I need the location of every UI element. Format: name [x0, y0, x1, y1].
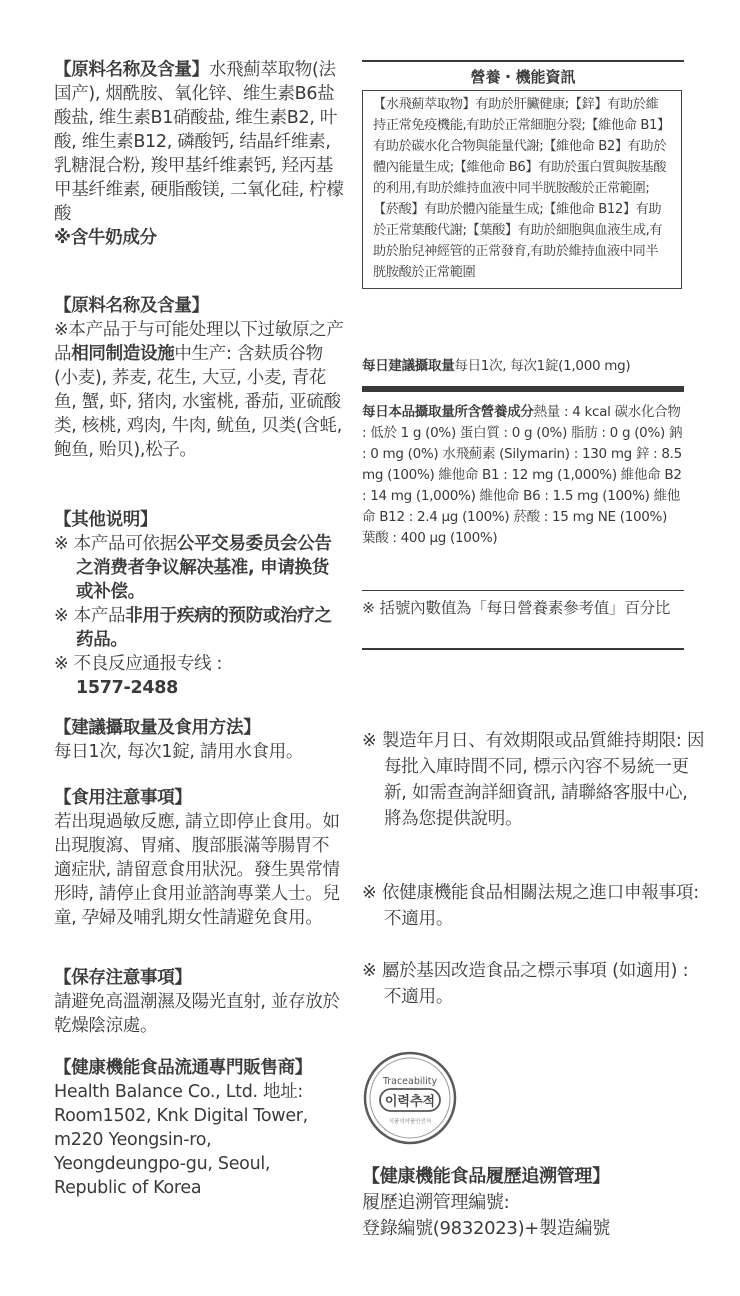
- ingredients-text: 水飛薊萃取物(法国产), 烟酰胺、氧化锌、维生素B6盐酸盐, 维生素B1硝酸盐, 维生素B2, 叶酸, 维生素B12, 磷酸钙, 结晶纤维素, 乳糖混合粉, 羧甲基纤维素钙, 羟丙基甲基纤维素, 硬脂酸镁, 二氧化硅, 柠檬酸: [54, 60, 344, 224]
- other-item2-a: ※ 本产品: [54, 606, 126, 626]
- seller-text: Health Balance Co., Ltd. 地址: Room1502, Knk Digital Tower, m220 Yeongsin-ro, Yeongdeungpo-gu, Seoul, Republic of Korea: [54, 1082, 308, 1198]
- nutrition-top-rule: [362, 60, 684, 62]
- other-item1-a: ※ 本产品可依据: [54, 534, 177, 554]
- other-item3: ※ 不良反应通报专线 :: [54, 654, 223, 674]
- usage-heading: 【建議攝取量及食用方法】: [54, 718, 261, 738]
- traceability-seal-icon: [362, 1050, 458, 1146]
- nutrition-thick-rule: [362, 386, 684, 392]
- note-manufacture-date: ※ 製造年月日、有效期限或品質維持期限: 因每批入庫時間不同, 標示內容不易統一更新, 如需查詢詳細資訊, 請聯絡客服中心, 將為您提供說明。: [362, 731, 705, 829]
- daily-intake-value: 每日1次, 每次1錠(1,000 mg): [454, 358, 631, 374]
- caution-section: [54, 786, 344, 930]
- daily-intake: [362, 356, 684, 376]
- other-item1-bold: 公平交易委员会公告之消费者争议解决基准, 申请换货或补偿。: [76, 534, 332, 602]
- other-item2-bold: 非用于疾病的预防或治疗之药品。: [76, 606, 332, 650]
- seller-heading: 【健康機能食品流通專門販售商】: [54, 1058, 312, 1078]
- nutrition-title: 營養・機能資訊: [470, 68, 576, 86]
- nutrition-facts-label: 每日本品攝取量所含營養成分: [362, 404, 534, 420]
- allergen-text-bold: 相同制造设施: [71, 344, 175, 364]
- storage-section: [54, 966, 344, 1038]
- ingredients-heading: 【原料名称及含量】: [54, 60, 209, 80]
- other-heading: 【其他说明】: [54, 510, 158, 530]
- allergen-text-a: ※本产品于与可能处理以下过敏原之产品: [54, 320, 344, 364]
- usage-section: [54, 716, 344, 764]
- allergen-text-b: 中生产: 含麸质谷物(小麦), 荞麦, 花生, 大豆, 小麦, 青花鱼, 蟹, 虾, 猪肉, 水蜜桃, 番茄, 亚硫酸类, 核桃, 鸡肉, 牛肉, 鱿鱼, 贝类(含蚝, 鲍鱼, 贻贝),松子。: [54, 344, 343, 460]
- seal-small-text: 식품의약품안전처: [388, 1119, 432, 1125]
- seal-en-text: Traceability: [382, 1076, 438, 1087]
- traceability-heading: 【健康機能食品履歷追溯管理】: [362, 1166, 610, 1187]
- seal-kr-text: 이력추적: [384, 1094, 436, 1110]
- caution-text: 若出現過敏反應, 請立即停止食用。如出現腹瀉、胃痛、腹部脹滿等腸胃不適症狀, 請留意食用狀況。發生異常情形時, 請停止食用並諮詢專業人士。兒童, 孕婦及哺乳期女性請避免食用。: [54, 812, 340, 928]
- function-box: 【水飛薊萃取物】有助於肝臟健康;【鋅】有助於維持正常免疫機能,有助於正常細胞分裂;【維他命 B1】有助於碳水化合物與能量代謝;【維他命 B2】有助於體內能量生成;【維他命 B6】有助於蛋白質與胺基酸的利用,有助於維持血液中同半胱胺酸於正常範圍;【菸酸】有助於體內能量生成;【維他命 B12】有助於正常葉酸代謝;【葉酸】有助於細胞與血液生成,有助於胎兒神經管的正常發育,有助於維持血液中同半胱胺酸於正常範圍: [362, 90, 682, 289]
- milk-note: ※含牛奶成分: [54, 228, 157, 248]
- daily-intake-label: 每日建議攝取量: [362, 358, 455, 374]
- traceability-line1: 履歷追溯管理編號:: [362, 1192, 510, 1213]
- nutrition-facts: [362, 402, 684, 549]
- caution-heading: 【食用注意事項】: [54, 788, 192, 808]
- traceability-section: [362, 1164, 684, 1242]
- nutrition-facts-text: 熱量 : 4 kcal 碳水化合物 : 低於 1 g (0%) 蛋白質 : 0 g (0%) 脂肪 : 0 g (0%) 鈉 : 0 mg (0%) 水飛薊素 (Silymarin) : 130 mg 鋅 : 8.5 mg (100%) 維他命 B1 : 12 mg (1,000%) 維他命 B2 : 14 mg (1,000%) 維他命 B6 : 1.5 mg (100%) 維他命 B12 : 2.4 μg (100%) 菸酸 : 15 mg NE (100%) 葉酸 : 400 μg (100%): [362, 404, 683, 546]
- storage-heading: 【保存注意事項】: [54, 968, 192, 988]
- nutrition-note: ※ 括號內數值為「每日營養素參考值」百分比: [362, 599, 671, 617]
- usage-text: 每日1次, 每次1錠, 請用水食用。: [54, 742, 304, 762]
- allergen-heading: 【原料名称及含量】: [54, 296, 209, 316]
- traceability-line2: 登錄編號(9832023)+製造編號: [362, 1218, 610, 1239]
- other-section: [54, 508, 344, 700]
- seller-section: [54, 1056, 344, 1200]
- storage-text: 請避免高溫潮濕及陽光直射, 並存放於乾燥陰涼處。: [54, 992, 340, 1036]
- nutrition-bottom-rule: [362, 648, 684, 650]
- note-import-declaration: ※ 依健康機能食品相關法規之進口申報事項: 不適用。: [362, 883, 699, 929]
- allergen-section: [54, 294, 344, 462]
- ingredients-section: [54, 58, 344, 250]
- hotline-number: 1577-2488: [76, 678, 178, 698]
- nutrition-thin-rule: [362, 590, 684, 591]
- note-gmo: ※ 屬於基因改造食品之標示事項 (如適用) : 不適用。: [362, 961, 689, 1007]
